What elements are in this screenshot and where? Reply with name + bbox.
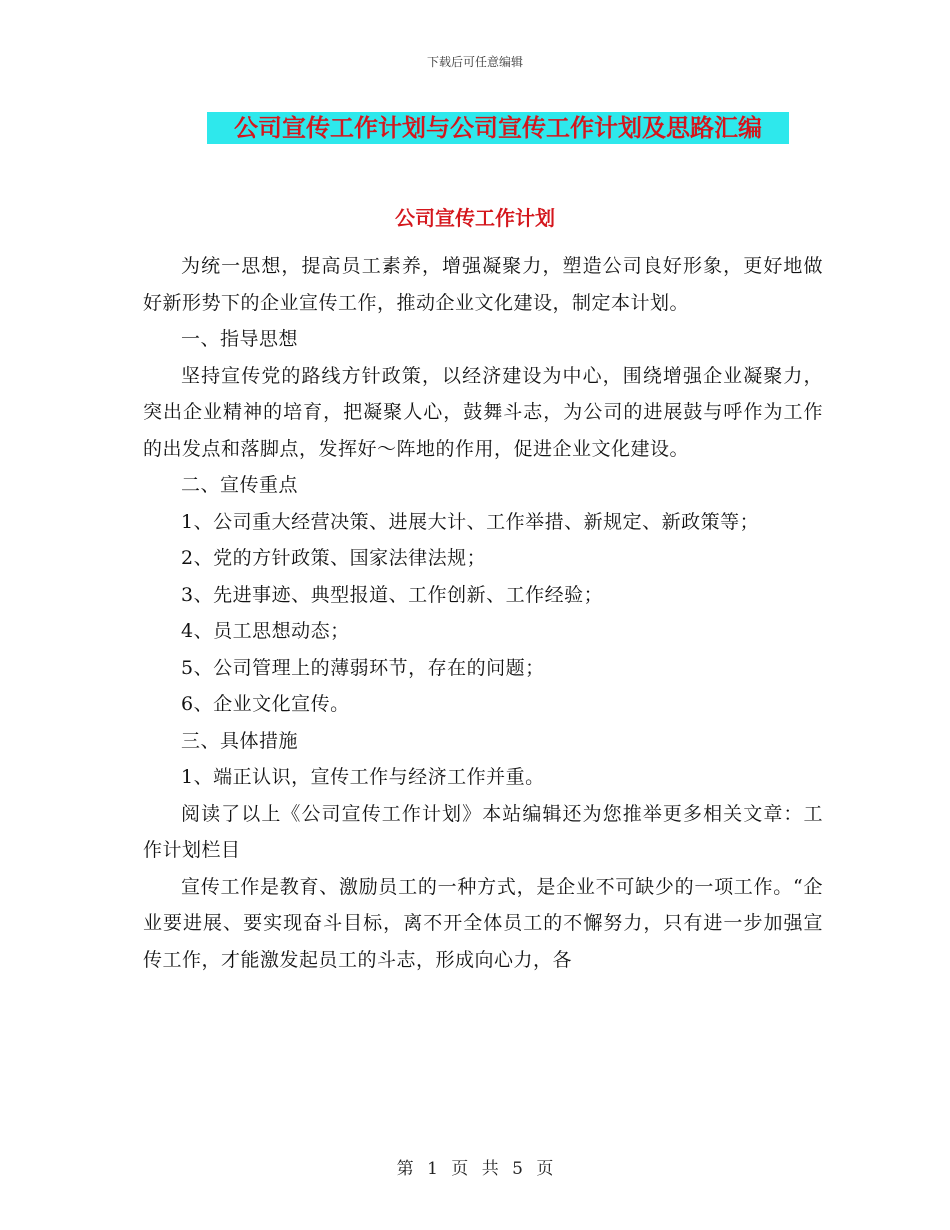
paragraph-guiding-thought: 坚持宣传党的路线方针政策，以经济建设为中心，围绕增强企业凝聚力，突出企业精神的培育，把凝聚人心，鼓舞斗志，为公司的进展鼓与呼作为工作的出发点和落脚点，发挥好～阵地的作用，促进企业文化建设。 (143, 364, 823, 460)
document-body (143, 248, 823, 978)
main-title-highlight (207, 112, 789, 144)
page-total-prefix: 共 (481, 1159, 499, 1179)
page-number-total: 5 (512, 1159, 523, 1179)
page-number-current: 1 (427, 1159, 438, 1179)
page-label-mid: 页 (451, 1159, 469, 1179)
list-item-focus-3: 3、先进事迹、典型报道、工作创新、工作经验； (181, 583, 604, 606)
page-label-prefix: 第 (396, 1159, 414, 1179)
header-note: 下载后可任意编辑 (426, 55, 523, 69)
document-title: 公司宣传工作计划与公司宣传工作计划及思路汇编 (234, 114, 762, 142)
paragraph-intro: 为统一思想，提高员工素养，增强凝聚力，塑造公司良好形象，更好地做好新形势下的企业宣传工作，推动企业文化建设，制定本计划。 (143, 255, 823, 314)
list-item-focus-6: 6、企业文化宣传。 (181, 693, 350, 715)
paragraph-related-articles: 阅读了以上《公司宣传工作计划》本站编辑还为您推举更多相关文章：工作计划栏目 (143, 802, 823, 861)
list-item-measure-1: 1、端正认识，宣传工作与经济工作并重。 (181, 766, 545, 788)
document-subtitle: 公司宣传工作计划 (395, 206, 555, 230)
list-item-focus-2: 2、党的方针政策、国家法律法规； (181, 547, 487, 569)
section-heading-guiding-thought: 一、指导思想 (181, 328, 299, 350)
page-label-suffix: 页 (536, 1159, 554, 1179)
section-heading-publicity-focus: 二、宣传重点 (181, 474, 299, 496)
paragraph-continuation: 宣传工作是教育、激励员工的一种方式，是企业不可缺少的一项工作。“企业要进展、要实现奋斗目标，离不开全体员工的不懈努力，只有进一步加强宣传工作，才能激发起员工的斗志，形成向心力，各 (143, 875, 823, 971)
list-item-focus-4: 4、员工思想动态； (181, 620, 350, 642)
list-item-focus-1: 1、公司重大经营决策、进展大计、工作举措、新规定、新政策等； (181, 510, 760, 533)
list-item-focus-5: 5、公司管理上的薄弱环节，存在的问题； (181, 656, 545, 679)
section-heading-measures: 三、具体措施 (181, 729, 299, 752)
page-footer (0, 1154, 950, 1179)
